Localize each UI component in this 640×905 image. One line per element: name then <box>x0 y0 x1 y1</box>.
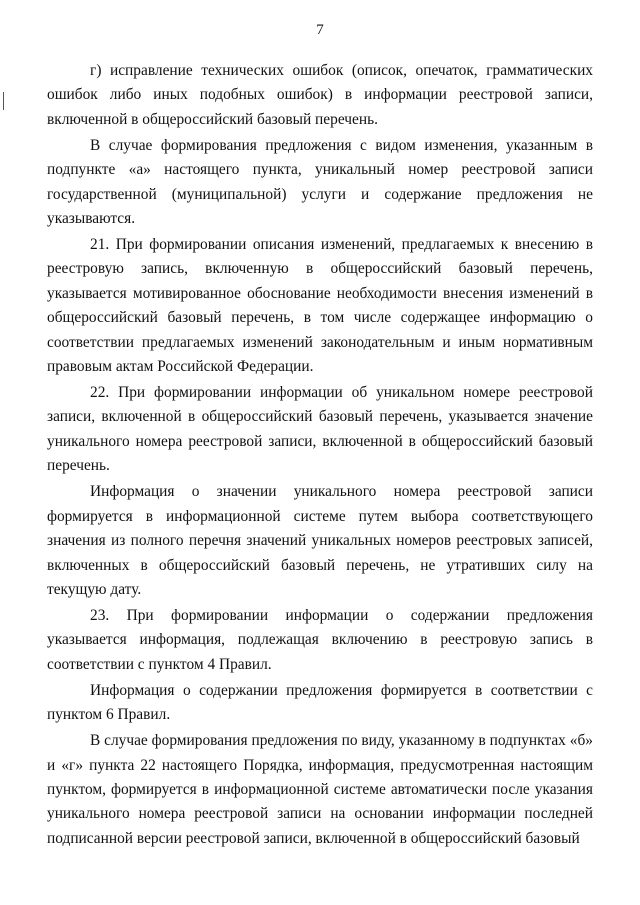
paragraph-23-info: Информация о содержании предложения формируется в соответствии с пунктом 6 Правил. <box>47 681 593 724</box>
paragraph-21: 21. При формировании описания изменений, предлагаемых к внесению в реестровую запись, включенную в общероссийский базовый перечень, указывается мотивированное обоснование необходимости внесения изменений в общероссийский базовый перечень, в том числе содержащее информацию о соответствии предлагаемых изменений законодательным и иным нормативным правовым актам Российской Федерации. <box>47 236 593 376</box>
paragraph-case-a: В случае формирования предложения с видом изменения, указанным в подпункте «а» настоящего пункта, уникальный номер реестровой записи государственной (муниципальной) услуги и содержание предложения не указываются. <box>47 136 593 228</box>
document-body <box>47 59 593 853</box>
margin-mark <box>3 92 4 110</box>
paragraph-item-g: г) исправление технических ошибок (описок, опечаток, грамматических ошибок либо иных подобных ошибок) в информации реестровой записи, включенной в общероссийский базовый перечень. <box>47 62 593 128</box>
paragraph-23: 23. При формировании информации о содержании предложения указывается информация, подлежащая включению в реестровую запись в соответствии с пунктом 4 Правил. <box>47 606 593 673</box>
page-number: 7 <box>316 22 324 38</box>
paragraph-22: 22. При формировании информации об уникальном номере реестровой записи, включенной в общероссийский базовый перечень, указывается значение уникального номера реестровой записи, включенной в общероссийский базовый перечень. <box>47 384 593 475</box>
paragraph-22-info: Информация о значении уникального номера реестровой записи формируется в информационной системе путем выбора соответствующего значения из полного перечня значений уникальных номеров реестровых записей, включенных в общероссийский базовый перечень, не утративших силу на текущую дату. <box>47 483 593 598</box>
paragraph-23-case: В случае формирования предложения по виду, указанному в подпунктах «б» и «г» пункта 22 настоящего Порядка, информация, предусмотренная настоящим пунктом, формируется в информационной системе автоматически после указания уникального номера реестровой записи на основании информации последней подписанной версии реестровой записи, включенной в общероссийский базовый <box>47 732 593 847</box>
